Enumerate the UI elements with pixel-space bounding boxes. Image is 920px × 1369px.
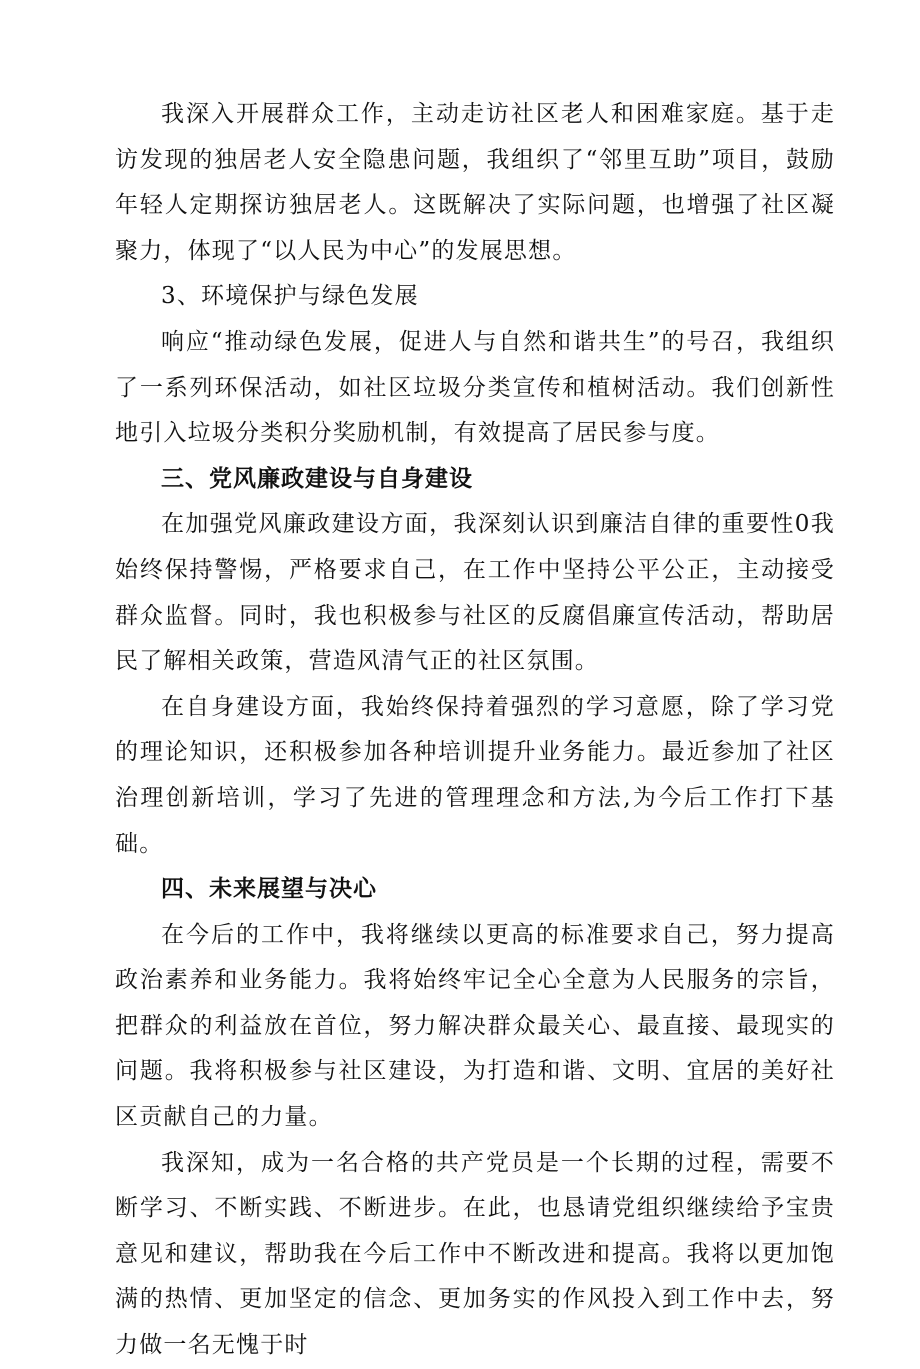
paragraph-community-work: 我深入开展群众工作，主动走访社区老人和困难家庭。基于走访发现的独居老人安全隐患问题，我组织了“邻里互助”项目，鼓励年轻人定期探访独居老人。这既解决了实际问题，也增强了社区凝聚力，体现了“以人民为中心”的发展思想。 — [115, 101, 835, 264]
subheading-environment: 3、环境保护与绿色发展 — [161, 283, 419, 310]
document-body — [115, 92, 835, 1369]
section-heading-future: 四、未来展望与决心 — [161, 876, 377, 903]
paragraph-green-development: 响应“推动绿色发展，促进人与自然和谐共生”的号召，我组织了一系列环保活动，如社区垃圾分类宣传和植树活动。我们创新性地引入垃圾分类积分奖励机制，有效提高了居民参与度。 — [115, 328, 835, 447]
paragraph-self-improvement: 在自身建设方面，我始终保持着强烈的学习意愿，除了学习党的理论知识，还积极参加各种培训提升业务能力。最近参加了社区治理创新培训，学习了先进的管理理念和方法,为今后工作打下基础。 — [115, 693, 835, 857]
paragraph-integrity: 在加强党风廉政建设方面，我深刻认识到廉洁自律的重要性0我始终保持警惕，严格要求自己，在工作中坚持公平公正，主动接受群众监督。同时，我也积极参与社区的反腐倡廉宣传活动，帮助居民了解相关政策，营造风清气正的社区氛围。 — [115, 511, 835, 675]
paragraph-future-goals: 在今后的工作中，我将继续以更高的标准要求自己，努力提高政治素养和业务能力。我将始终牢记全心全意为人民服务的宗旨，把群众的利益放在首位，努力解决群众最关心、最直接、最现实的问题。我将积极参与社区建设，为打造和谐、文明、宜居的美好社区贡献自己的力量。 — [115, 921, 835, 1131]
section-heading-integrity: 三、党风廉政建设与自身建设 — [161, 465, 473, 492]
paragraph-commitment: 我深知，成为一名合格的共产党员是一个长期的过程，需要不断学习、不断实践、不断进步。在此，也恳请党组织继续给予宝贵意见和建议，帮助我在今后工作中不断改进和提高。我将以更加饱满的热情、更加坚定的信念、更加务实的作风投入到工作中去，努力做一名无愧于时 — [115, 1149, 835, 1359]
